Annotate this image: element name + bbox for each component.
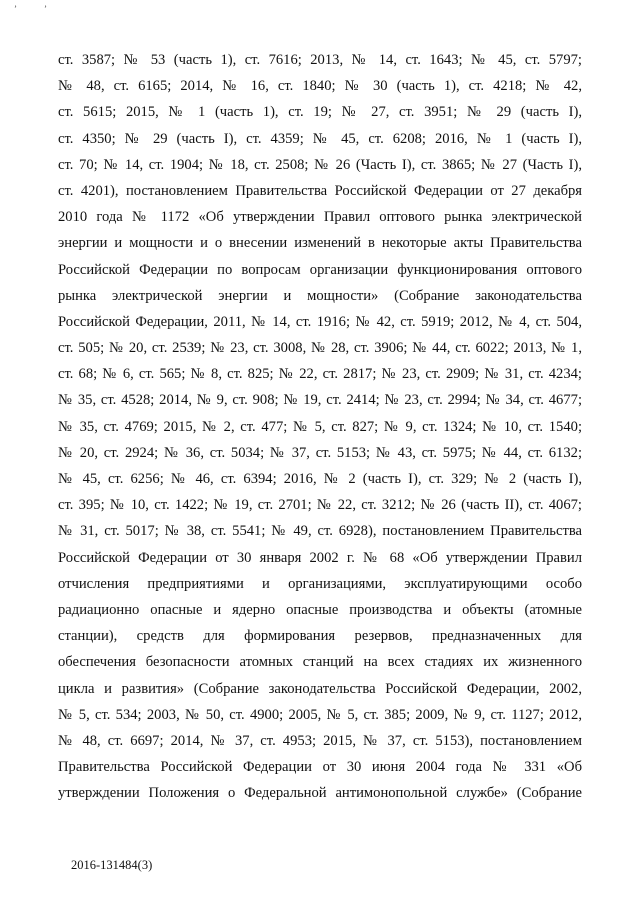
- text-line-15: № 35, ст. 4769; 2015, № 2, ст. 477; № 5, ст. 827; № 9, ст. 1324; № 10, ст. 1540;: [58, 418, 582, 435]
- text-line-2: № 48, ст. 6165; 2014, № 16, ст. 1840; № 30 (часть 1), ст. 4218; № 42,: [58, 78, 582, 95]
- text-line-22: радиационно опасные и ядерно опасные производства и объекты (атомные: [58, 601, 582, 618]
- text-line-28: Правительства Российской Федерации от 30 июня 2004 года № 331 «Об: [58, 759, 582, 776]
- scan-mark-right: ʼ: [44, 4, 47, 14]
- text-line-10: рынка электрической энергии и мощности» (Собрание законодательства: [58, 287, 582, 304]
- text-line-9: Российской Федерации по вопросам организации функционирования оптового: [58, 261, 582, 278]
- text-line-3: ст. 5615; 2015, № 1 (часть 1), ст. 19; № 27, ст. 3951; № 29 (часть I),: [58, 104, 582, 121]
- text-line-17: № 45, ст. 6256; № 46, ст. 6394; 2016, № 2 (часть I), ст. 329; № 2 (часть I),: [58, 471, 582, 487]
- text-line-12: ст. 505; № 20, ст. 2539; № 23, ст. 3008, № 28, ст. 3906; № 44, ст. 6022; 2013, № 1,: [58, 340, 582, 357]
- text-line-19: № 31, ст. 5017; № 38, ст. 5541; № 49, ст. 6928), постановлением Правительства: [58, 523, 582, 540]
- text-line-5: ст. 70; № 14, ст. 1904; № 18, ст. 2508; № 26 (Часть I), ст. 3865; № 27 (Часть I),: [58, 156, 582, 173]
- text-line-11: Российской Федерации, 2011, № 14, ст. 1916; № 42, ст. 5919; 2012, № 4, ст. 504,: [58, 313, 582, 330]
- text-line-18: ст. 395; № 10, ст. 1422; № 19, ст. 2701; № 22, ст. 3212; № 26 (часть II), ст. 4067;: [58, 497, 582, 514]
- text-line-25: цикла и развития» (Собрание законодательства Российской Федерации, 2002,: [58, 680, 582, 697]
- text-line-14: № 35, ст. 4528; 2014, № 9, ст. 908; № 19, ст. 2414; № 23, ст. 2994; № 34, ст. 4677;: [58, 392, 582, 409]
- text-line-29: утверждении Положения о Федеральной антимонопольной службе» (Собрание: [58, 785, 582, 802]
- text-line-16: № 20, ст. 2924; № 36, ст. 5034; № 37, ст. 5153; № 43, ст. 5975; № 44, ст. 6132;: [58, 444, 582, 461]
- text-line-26: № 5, ст. 534; 2003, № 50, ст. 4900; 2005, № 5, ст. 385; 2009, № 9, ст. 1127; 2012,: [58, 706, 582, 723]
- document-code: 2016-131484(3): [71, 858, 153, 872]
- scan-mark-left: ʼ: [14, 4, 17, 14]
- text-line-4: ст. 4350; № 29 (часть I), ст. 4359; № 45, ст. 6208; 2016, № 1 (часть I),: [58, 130, 582, 147]
- text-line-27: № 48, ст. 6697; 2014, № 37, ст. 4953; 2015, № 37, ст. 5153), постановлением: [58, 732, 582, 749]
- text-line-1: ст. 3587; № 53 (часть 1), ст. 7616; 2013, № 14, ст. 1643; № 45, ст. 5797;: [58, 52, 582, 68]
- text-line-24: обеспечения безопасности атомных станций на всех стадиях их жизненного: [58, 654, 582, 671]
- text-line-13: ст. 68; № 6, ст. 565; № 8, ст. 825; № 22, ст. 2817; № 23, ст. 2909; № 31, ст. 4234;: [58, 366, 582, 383]
- text-line-6: ст. 4201), постановлением Правительства Российской Федерации от 27 декабря: [58, 182, 582, 199]
- text-line-23: станции), средств для формирования резервов, предназначенных для: [58, 628, 582, 645]
- document-body: [58, 47, 582, 806]
- text-line-21: отчисления предприятиями и организациями, эксплуатирующими особо: [58, 575, 582, 592]
- text-line-20: Российской Федерации от 30 января 2002 г. № 68 «Об утверждении Правил: [58, 549, 582, 566]
- text-line-7: 2010 года № 1172 «Об утверждении Правил оптового рынка электрической: [58, 209, 582, 226]
- text-line-8: энергии и мощности и о внесении изменений в некоторые акты Правительства: [58, 235, 582, 252]
